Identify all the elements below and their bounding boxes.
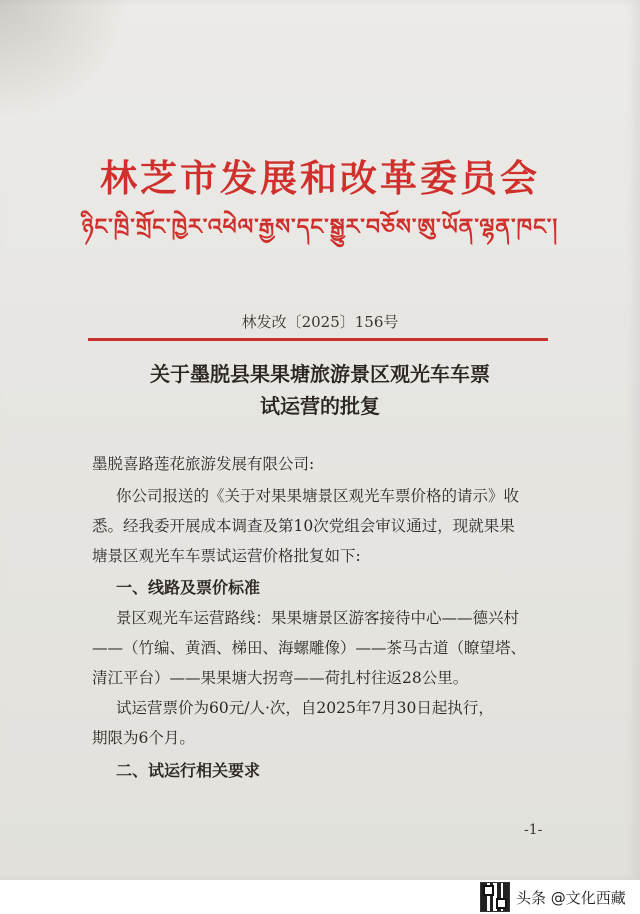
- section-heading-1: 一、线路及票价标准: [116, 578, 261, 597]
- document-number: 林发改〔2025〕156号: [241, 313, 399, 331]
- platform-watermark: [480, 880, 640, 914]
- document-title-line-2: 试运营的批复: [260, 394, 380, 418]
- watermark-text: 头条 @文化西藏: [516, 888, 626, 907]
- scan-shadow: [0, 0, 130, 120]
- paragraph-2-line-1: 景区观光车运营路线：果果塘景区游客接待中心——德兴村: [116, 609, 520, 627]
- paragraph-2-line-2: ——（竹编、黄酒、梯田、海螺雕像）——茶马古道（瞭望塔、: [92, 639, 527, 657]
- agency-name-chinese: 林芝市发展和改革委员会: [100, 156, 540, 200]
- paragraph-1-line-1: 你公司报送的《关于对果果塘景区观光车票价格的请示》收: [116, 487, 520, 505]
- addressee: 墨脱喜路莲花旅游发展有限公司:: [92, 455, 315, 473]
- red-header-rule: [88, 338, 548, 341]
- agency-name-tibetan: ཉིང་ཁྲི་གྲོང་ཁྱེར་འཕེལ་རྒྱས་དང་སྒྱུར་བཅོས་ཨུ་ཡོན་ལྷན་ཁང་།: [81, 214, 559, 240]
- page-number: -1-: [524, 822, 543, 838]
- paragraph-1-line-2: 悉。经我委开展成本调查及第10次党组会审议通过，现就果果: [92, 517, 515, 535]
- paragraph-3-line-1: 试运营票价为60元/人·次，自2025年7月30日起执行，: [116, 699, 494, 717]
- paragraph-3-line-2: 期限为6个月。: [92, 729, 195, 747]
- section-heading-2: 二、试运行相关要求: [116, 761, 261, 780]
- paragraph-2-line-3: 清江平台）——果果塘大拐弯——荷扎村往返28公里。: [92, 669, 469, 687]
- document-title-line-1: 关于墨脱县果果塘旅游景区观光车车票: [150, 362, 490, 386]
- qr-code-icon: [480, 882, 510, 912]
- paragraph-1-line-3: 塘景区观光车车票试运营价格批复如下:: [92, 547, 361, 565]
